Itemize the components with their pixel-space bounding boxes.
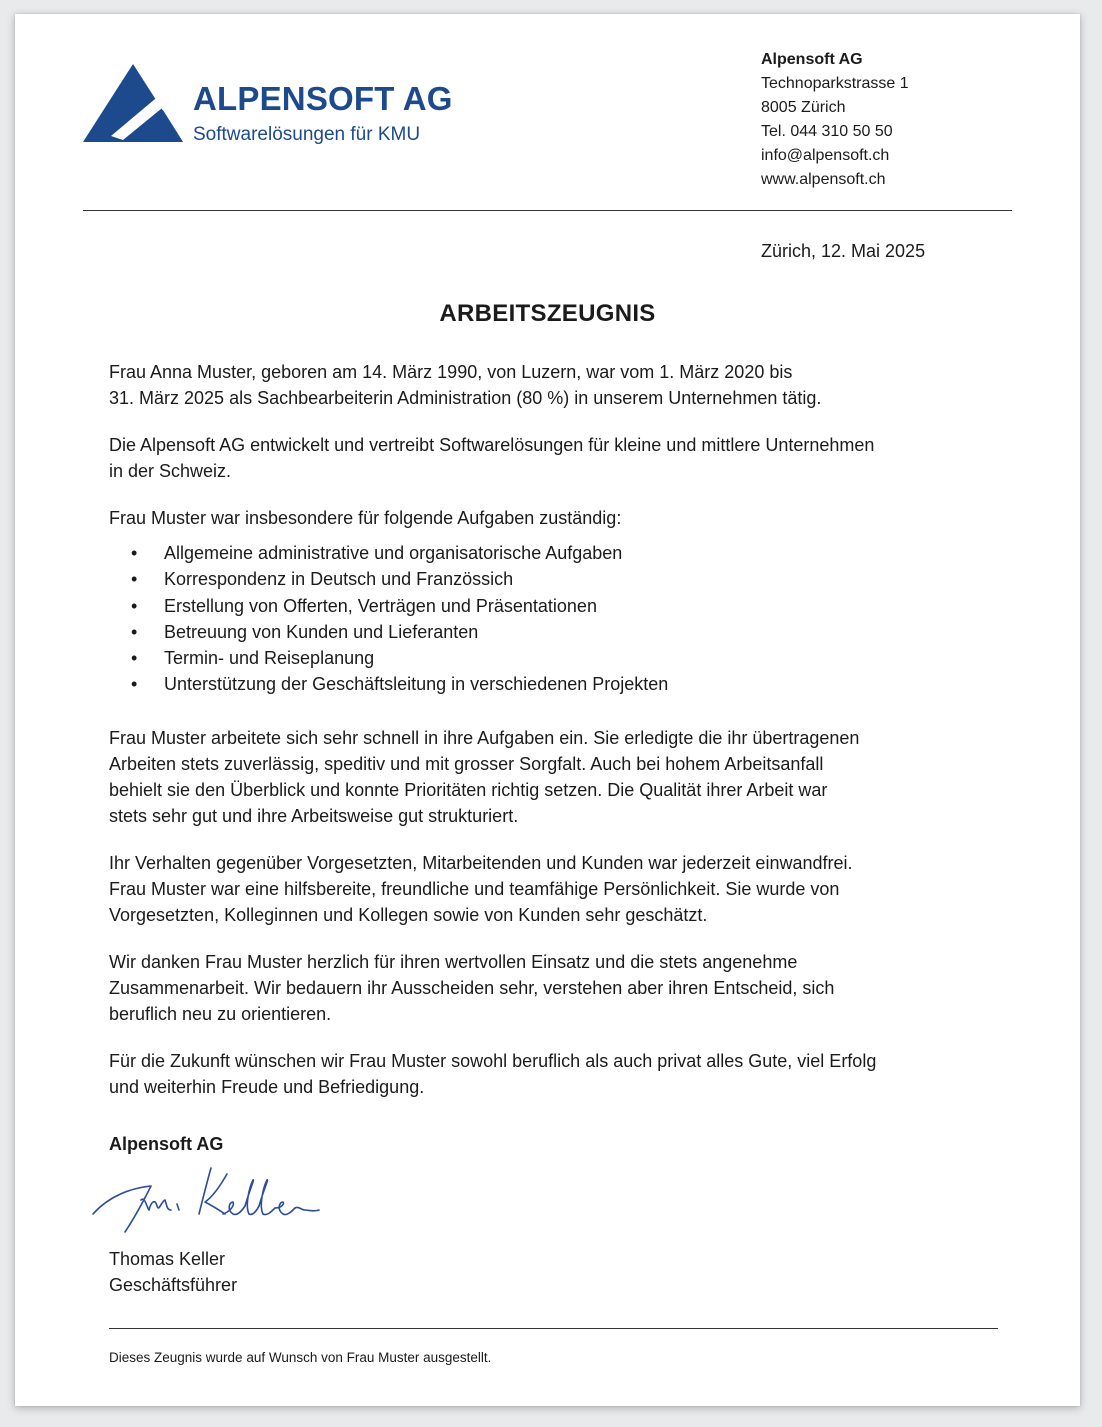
paragraph-company <box>109 432 989 484</box>
list-item <box>109 540 989 566</box>
footer-divider <box>109 1328 998 1329</box>
text-line: Ihr Verhalten gegenüber Vorgesetzten, Mitarbeitenden und Kunden war jederzeit einwandfrei. <box>109 852 853 873</box>
text-line: Frau Muster war eine hilfsbereite, freundliche und teamfähige Persönlichkeit. Sie wurde von <box>109 878 840 899</box>
text-line: Für die Zukunft wünschen wir Frau Muster sowohl beruflich als auch privat alles Gute, viel Erfolg <box>109 1050 877 1071</box>
task-text: Erstellung von Offerten, Verträgen und Präsentationen <box>164 595 597 616</box>
letter-body <box>109 359 989 1100</box>
bullet-icon: • <box>131 648 138 669</box>
bullet-icon: • <box>131 595 138 616</box>
signer-name: Thomas Keller <box>109 1249 226 1269</box>
text-line: Wir danken Frau Muster herzlich für ihren wertvollen Einsatz und die stets angenehme <box>109 951 798 972</box>
company-logo <box>83 64 463 164</box>
list-item <box>109 645 989 671</box>
logo-tagline: Softwarelösungen für KMU <box>193 124 421 145</box>
signer-role: Geschäftsführer <box>109 1275 238 1295</box>
paragraph-behavior <box>109 850 989 928</box>
bullet-icon: • <box>131 569 138 590</box>
text-line: Die Alpensoft AG entwickelt und vertreibt Softwarelösungen für kleine und mittlere Unternehmen <box>109 435 875 455</box>
text-line: 31. März 2025 als Sachbearbeiterin Administration (80 %) in unserem Unternehmen tätig. <box>109 388 822 408</box>
paragraph-tasks-intro <box>109 505 989 531</box>
task-text: Allgemeine administrative und organisatorische Aufgaben <box>164 543 623 563</box>
address-street: Technoparkstrasse 1 <box>761 75 909 92</box>
handwritten-signature <box>87 1162 327 1242</box>
text-line: Frau Anna Muster, geboren am 14. März 1990, von Luzern, war vom 1. März 2020 bis <box>109 362 793 382</box>
paragraph-thanks <box>109 949 989 1027</box>
text-line: behielt sie den Überblick und konnte Prioritäten richtig setzen. Die Qualität ihrer Arbeit war <box>109 779 828 800</box>
text-line: Zusammenarbeit. Wir bedauern ihr Ausscheiden sehr, verstehen aber ihren Entscheid, sich <box>109 977 835 998</box>
list-item <box>109 593 989 619</box>
footnote: Dieses Zeugnis wurde auf Wunsch von Frau Muster ausgestellt. <box>109 1350 492 1365</box>
letter-date: Zürich, 12. Mai 2025 <box>761 241 926 261</box>
bullet-icon: • <box>131 543 138 563</box>
logo-name: ALPENSOFT AG <box>193 80 453 117</box>
address-phone: Tel. 044 310 50 50 <box>761 123 893 140</box>
list-item <box>109 671 989 697</box>
list-item <box>109 566 989 592</box>
signer-block <box>109 1246 237 1298</box>
task-text: Betreuung von Kunden und Lieferanten <box>164 621 479 642</box>
signoff-company: Alpensoft AG <box>109 1134 224 1154</box>
text-line: und weiterhin Freude und Befriedigung. <box>109 1076 425 1097</box>
bullet-icon: • <box>131 621 138 642</box>
address-company: Alpensoft AG <box>761 51 863 68</box>
bullet-icon: • <box>131 674 138 695</box>
paragraph-performance <box>109 725 989 829</box>
text-line: beruflich neu zu orientieren. <box>109 1003 332 1024</box>
mountain-logo-icon <box>83 64 183 144</box>
text-line: Frau Muster arbeitete sich sehr schnell in ihre Aufgaben ein. Sie erledigte die ihr übertragenen <box>109 727 860 748</box>
task-text: Termin- und Reiseplanung <box>164 648 375 669</box>
task-list <box>109 540 989 698</box>
address-email: info@alpensoft.ch <box>761 147 890 164</box>
text-line: stets sehr gut und ihre Arbeitsweise gut strukturiert. <box>109 805 519 826</box>
list-item <box>109 619 989 645</box>
text-line: in der Schweiz. <box>109 461 232 481</box>
paragraph-wishes <box>109 1048 989 1100</box>
address-city: 8005 Zürich <box>761 99 846 116</box>
document-page <box>15 14 1080 1406</box>
text-line: Arbeiten stets zuverlässig, speditiv und mit grosser Sorgfalt. Auch bei hohem Arbeitsanfall <box>109 753 824 774</box>
header-divider <box>83 210 1012 211</box>
address-website: www.alpensoft.ch <box>761 171 886 188</box>
company-address <box>761 48 909 192</box>
text-line: Vorgesetzten, Kolleginnen und Kollegen sowie von Kunden sehr geschätzt. <box>109 904 708 925</box>
document-title: ARBEITSZEUGNIS <box>439 300 656 327</box>
paragraph-intro <box>109 359 989 411</box>
text-line: Frau Muster war insbesondere für folgende Aufgaben zuständig: <box>109 508 622 528</box>
task-text: Unterstützung der Geschäftsleitung in verschiedenen Projekten <box>164 674 669 695</box>
task-text: Korrespondenz in Deutsch und Französsich <box>164 569 514 590</box>
